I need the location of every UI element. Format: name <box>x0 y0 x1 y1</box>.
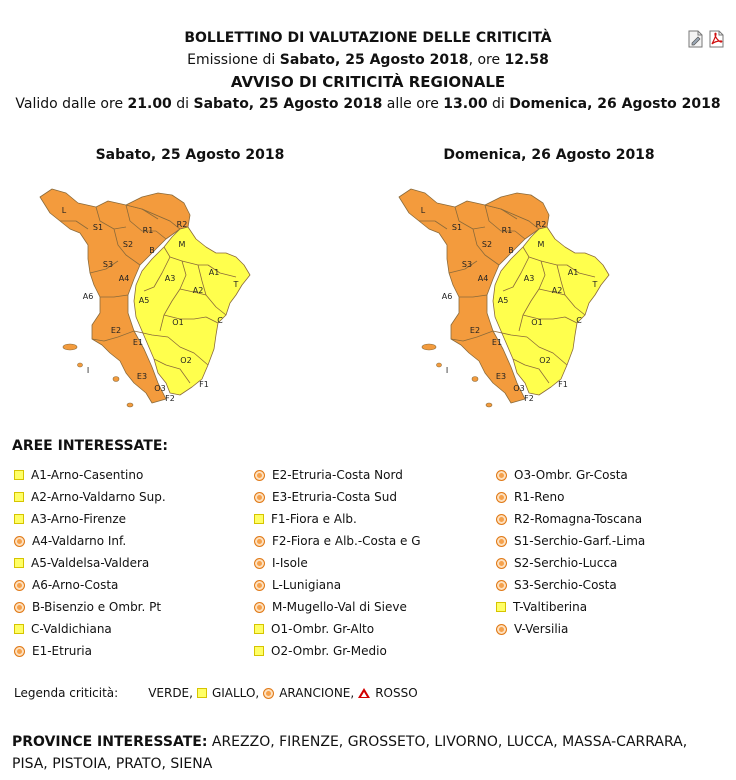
orange-circle-icon <box>14 646 25 657</box>
legend-rosso <box>358 686 417 700</box>
legend <box>14 686 422 700</box>
area-name: O2-Ombr. Gr-Medio <box>271 644 387 658</box>
area-name: A3-Arno-Firenze <box>31 512 127 526</box>
area-name: O1-Ombr. Gr-Alto <box>271 622 375 636</box>
area-name: F2-Fiora e Alb.-Costa e G <box>272 534 421 548</box>
edit-document-icon[interactable] <box>688 30 703 48</box>
orange-circle-icon <box>496 470 507 481</box>
area-item <box>254 574 421 596</box>
island-3 <box>472 377 478 382</box>
zone-label: E3 <box>136 372 148 381</box>
area-name: R2-Romagna-Toscana <box>514 512 643 526</box>
area-item <box>496 618 645 640</box>
yellow-square-icon <box>254 646 264 656</box>
area-name: F1-Fiora e Alb. <box>271 512 357 526</box>
area-name: S2-Serchio-Lucca <box>514 556 618 570</box>
zone-label: E2 <box>110 326 122 335</box>
bulletin-title: BOLLETTINO DI VALUTAZIONE DELLE CRITICITÀ <box>184 30 552 46</box>
valid-di-1: di <box>176 96 190 112</box>
emission-prefix: Emissione di <box>187 52 276 68</box>
area-item <box>14 552 166 574</box>
island-4 <box>127 403 133 407</box>
valid-to-date: Domenica, 26 Agosto 2018 <box>509 96 721 112</box>
map-domenica <box>389 147 709 409</box>
zone-label: F2 <box>165 394 175 403</box>
zone-label: R2 <box>176 220 188 229</box>
orange-circle-icon <box>14 536 25 547</box>
area-name: A2-Arno-Valdarno Sup. <box>31 490 166 504</box>
area-name: M-Mugello-Val di Sieve <box>272 600 407 614</box>
avviso-title: AVVISO DI CRITICITÀ REGIONALE <box>230 73 506 91</box>
zone-label: F2 <box>524 394 534 403</box>
red-triangle-icon <box>358 688 370 698</box>
area-item <box>14 596 166 618</box>
zone-label: R1 <box>501 226 513 235</box>
area-item <box>14 574 166 596</box>
zone-label: A6 <box>82 292 94 301</box>
area-item <box>254 508 421 530</box>
area-item <box>496 596 645 618</box>
orange-circle-icon <box>496 536 507 547</box>
area-name: O3-Ombr. Gr-Costa <box>514 468 628 482</box>
area-item <box>14 486 166 508</box>
zone-label: E1 <box>132 338 144 347</box>
yellow-square-icon <box>254 514 264 524</box>
zone-label: I <box>445 366 449 375</box>
orange-circle-icon <box>263 688 274 699</box>
orange-circle-icon <box>496 492 507 503</box>
area-name: L-Lunigiana <box>272 578 342 592</box>
yellow-square-icon <box>197 688 207 698</box>
area-item <box>496 552 645 574</box>
tuscany-map-sabato <box>30 169 350 409</box>
zone-label: O2 <box>180 356 192 365</box>
area-item <box>254 552 421 574</box>
area-name: S1-Serchio-Garf.-Lima <box>514 534 646 548</box>
orange-circle-icon <box>496 580 507 591</box>
zone-label: A3 <box>164 274 176 283</box>
province-interessate <box>12 731 724 775</box>
orange-circle-icon <box>254 492 265 503</box>
yellow-square-icon <box>14 514 24 524</box>
bulletin-header <box>0 28 736 114</box>
legend-verde-text: VERDE, <box>148 686 193 700</box>
island-1 <box>63 344 77 350</box>
orange-circle-icon <box>254 602 265 613</box>
area-item <box>496 574 645 596</box>
pdf-icon[interactable] <box>709 30 724 48</box>
area-name: A1-Arno-Casentino <box>31 468 144 482</box>
legend-verde <box>148 686 193 700</box>
legend-arancione <box>263 686 354 700</box>
area-item <box>14 464 166 486</box>
validity-line <box>0 94 736 114</box>
legend-giallo <box>197 686 259 700</box>
area-name: C-Valdichiana <box>31 622 112 636</box>
area-name: V-Versilia <box>514 622 569 636</box>
area-name: S3-Serchio-Costa <box>514 578 617 592</box>
legend-label: Legenda criticità: <box>14 686 119 700</box>
legend-arancione-text: ARANCIONE, <box>279 686 355 700</box>
orange-circle-icon <box>14 602 25 613</box>
emission-sep: , ore <box>468 52 501 68</box>
province-label: PROVINCE INTERESSATE: <box>12 734 208 750</box>
zone-label: A1 <box>567 268 579 277</box>
area-item <box>254 486 421 508</box>
zone-label: O1 <box>531 318 543 327</box>
zone-label: A1 <box>208 268 220 277</box>
area-item <box>496 486 645 508</box>
island-1 <box>422 344 436 350</box>
island-4 <box>486 403 492 407</box>
orange-circle-icon <box>496 558 507 569</box>
zone-label: O3 <box>513 384 525 393</box>
area-name: E2-Etruria-Costa Nord <box>272 468 403 482</box>
island-2 <box>78 363 83 367</box>
area-item <box>496 464 645 486</box>
yellow-square-icon <box>496 602 506 612</box>
zone-label: S3 <box>461 260 473 269</box>
zone-label: F1 <box>558 380 568 389</box>
zone-label: A4 <box>118 274 130 283</box>
zone-label: F1 <box>199 380 209 389</box>
yellow-square-icon <box>14 470 24 480</box>
zone-label: M <box>178 240 186 249</box>
area-item <box>14 640 166 662</box>
area-name: E1-Etruria <box>32 644 92 658</box>
map-date-sabato: Sabato, 25 Agosto 2018 <box>95 147 285 163</box>
valid-prefix: Valido dalle ore <box>15 96 124 112</box>
area-item <box>14 618 166 640</box>
valid-di-2: di <box>492 96 505 112</box>
zone-label: T <box>233 280 239 289</box>
area-name: E3-Etruria-Costa Sud <box>272 490 398 504</box>
area-item <box>14 530 166 552</box>
zone-label: R1 <box>142 226 154 235</box>
zone-label: A2 <box>551 286 563 295</box>
zone-label: A5 <box>497 296 509 305</box>
zone-label: O2 <box>539 356 551 365</box>
area-name: R1-Reno <box>514 490 565 504</box>
valid-mid: alle ore <box>386 96 439 112</box>
zone-label: E2 <box>469 326 481 335</box>
island-2 <box>437 363 442 367</box>
zone-label: B <box>508 246 514 255</box>
zone-label: O1 <box>172 318 184 327</box>
yellow-square-icon <box>14 624 24 634</box>
zone-label: E1 <box>491 338 503 347</box>
orange-circle-icon <box>254 558 265 569</box>
zone-label: L <box>420 206 426 215</box>
zone-label: A6 <box>441 292 453 301</box>
area-item <box>254 530 421 552</box>
zone-label: S3 <box>102 260 114 269</box>
map-sabato <box>30 147 350 409</box>
valid-from-time: 21.00 <box>127 96 172 112</box>
area-item <box>254 618 421 640</box>
aree-title: AREE INTERESSATE: <box>12 438 168 454</box>
area-name: T-Valtiberina <box>513 600 588 614</box>
legend-rosso-text: ROSSO <box>375 686 418 700</box>
island-3 <box>113 377 119 382</box>
area-item <box>496 508 645 530</box>
area-name: A4-Valdarno Inf. <box>32 534 127 548</box>
area-item <box>254 596 421 618</box>
valid-to-time: 13.00 <box>443 96 488 112</box>
orange-circle-icon <box>254 536 265 547</box>
zone-label: S1 <box>92 223 104 232</box>
area-item <box>14 508 166 530</box>
orange-circle-icon <box>496 514 507 525</box>
zone-label: O3 <box>154 384 166 393</box>
aree-column-1 <box>14 464 166 662</box>
area-item <box>254 640 421 662</box>
legend-giallo-text: GIALLO, <box>211 686 260 700</box>
area-name: A5-Valdelsa-Valdera <box>31 556 150 570</box>
emission-time: 12.58 <box>504 52 549 68</box>
tuscany-map-domenica <box>389 169 709 409</box>
aree-column-2 <box>254 464 421 662</box>
zone-label: A5 <box>138 296 150 305</box>
yellow-square-icon <box>254 624 264 634</box>
zone-label: A2 <box>192 286 204 295</box>
zone-label: B <box>149 246 155 255</box>
orange-circle-icon <box>254 580 265 591</box>
emission-line <box>0 50 736 70</box>
zone-label: L <box>61 206 67 215</box>
zone-label: A4 <box>477 274 489 283</box>
area-name: B-Bisenzio e Ombr. Pt <box>32 600 162 614</box>
emission-date: Sabato, 25 Agosto 2018 <box>279 52 469 68</box>
zone-label: A3 <box>523 274 535 283</box>
zone-label: I <box>86 366 90 375</box>
area-item <box>496 530 645 552</box>
zone-label: C <box>217 316 223 325</box>
orange-circle-icon <box>14 580 25 591</box>
area-name: I-Isole <box>272 556 308 570</box>
document-icons <box>688 30 724 48</box>
area-item <box>254 464 421 486</box>
orange-circle-icon <box>496 624 507 635</box>
zone-label: T <box>592 280 598 289</box>
province-list: AREZZO, FIRENZE, GROSSETO, LIVORNO, LUCCA, MASSA-CARRARA, PISA, PISTOIA, PRATO, SIENA <box>12 734 688 772</box>
map-date-domenica: Domenica, 26 Agosto 2018 <box>443 147 655 163</box>
zone-label: M <box>537 240 545 249</box>
zone-label: C <box>576 316 582 325</box>
zone-label: S2 <box>481 240 493 249</box>
zone-label: R2 <box>535 220 547 229</box>
zone-label: S1 <box>451 223 463 232</box>
zone-label: S2 <box>122 240 134 249</box>
yellow-square-icon <box>14 492 24 502</box>
yellow-square-icon <box>14 558 24 568</box>
area-name: A6-Arno-Costa <box>32 578 119 592</box>
valid-from-date: Sabato, 25 Agosto 2018 <box>193 96 383 112</box>
aree-column-3 <box>496 464 645 640</box>
orange-circle-icon <box>254 470 265 481</box>
zone-label: E3 <box>495 372 507 381</box>
